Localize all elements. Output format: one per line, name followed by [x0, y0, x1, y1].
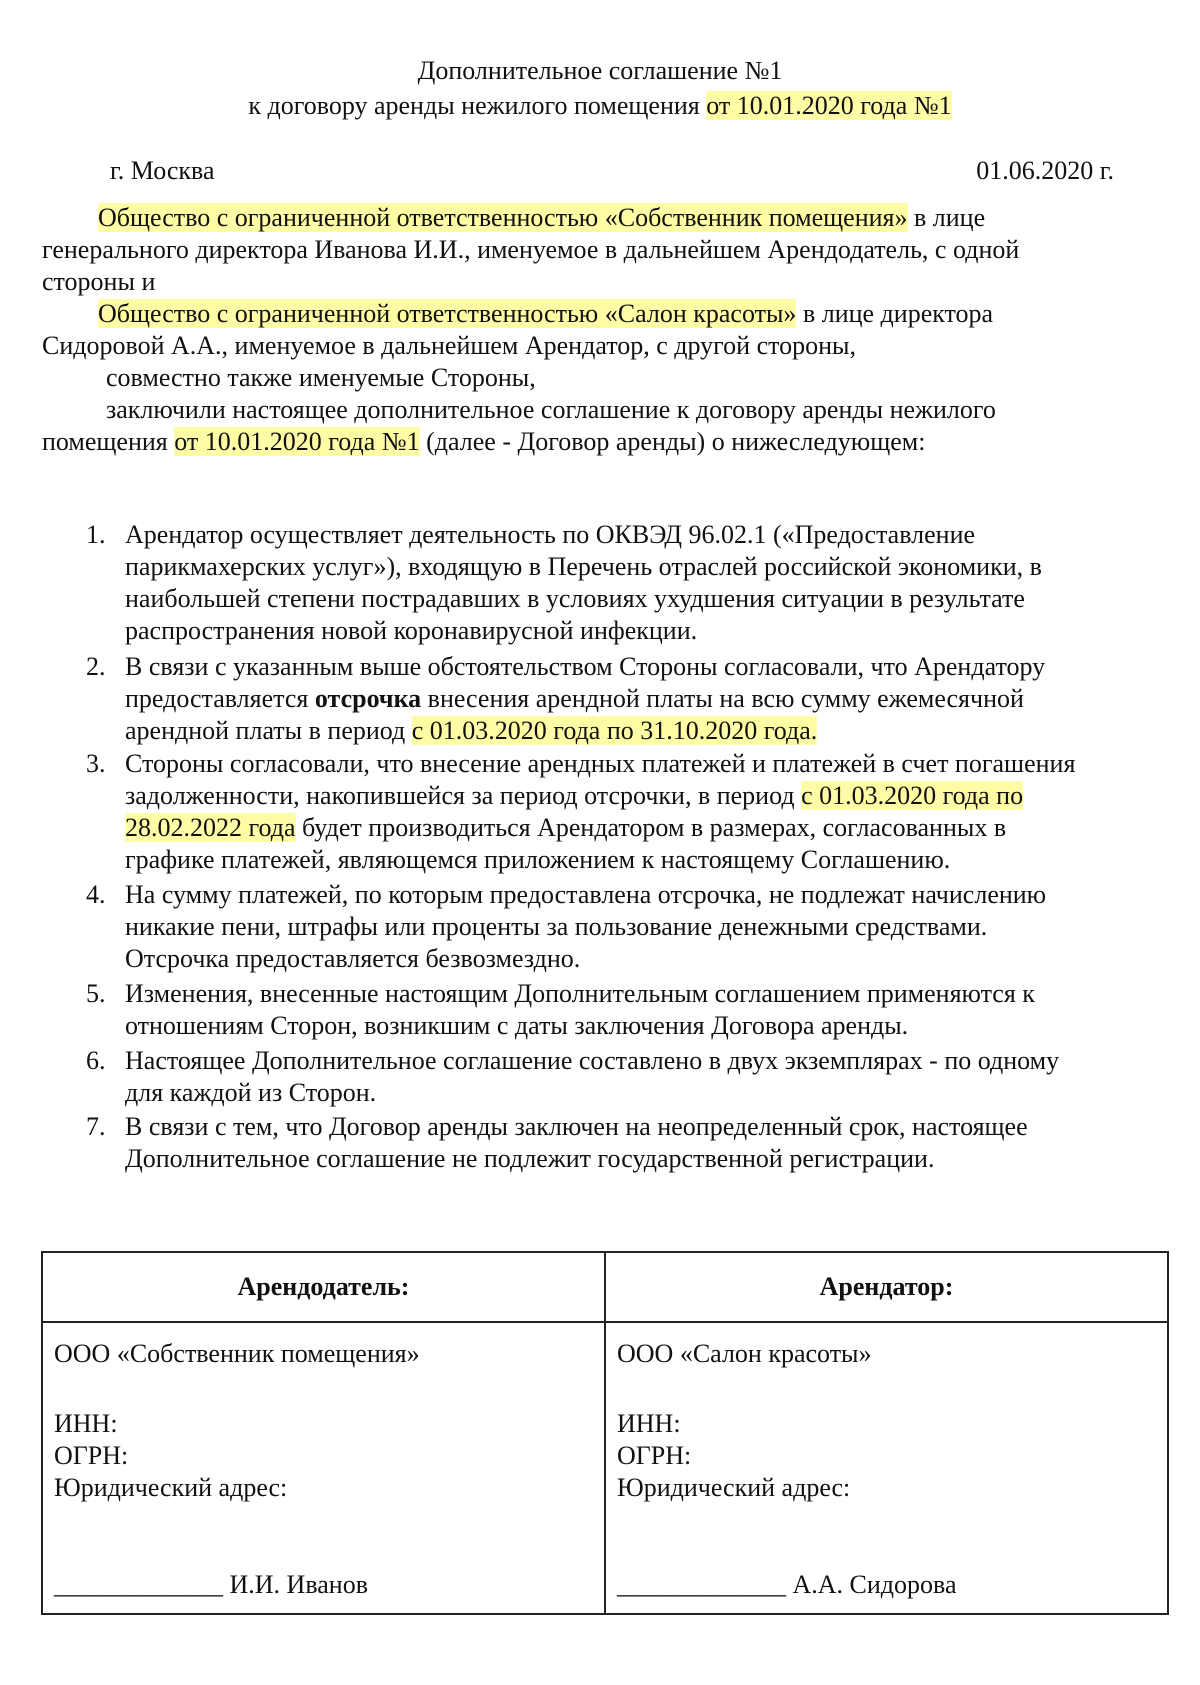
concluded-line2: [42, 425, 925, 458]
party1-name-highlight: Общество с ограниченной ответственностью «Собственник помещения»: [98, 203, 908, 232]
item-3-line: [125, 811, 1006, 844]
landlord-ogrn: ОГРН:: [54, 1441, 129, 1470]
concluded-date-highlight: от 10.01.2020 года №1: [174, 427, 420, 456]
landlord-org: ООО «Собственник помещения»: [54, 1339, 420, 1368]
signature-details-row: [42, 1322, 1168, 1614]
tenant-address: Юридический адрес:: [617, 1473, 851, 1502]
item-number: 7.: [86, 1112, 106, 1141]
landlord-signature-line: _____________ И.И. Иванов: [54, 1570, 368, 1599]
item-number: 3.: [86, 749, 106, 778]
item-3-text: будет производиться Арендатором в размерах, согласованных в: [295, 813, 1007, 842]
item-7-line: В связи с тем, что Договор аренды заключен на неопределенный срок, настоящее: [125, 1112, 1028, 1141]
item-4-line: никакие пени, штрафы или проценты за пользование денежными средствами.: [125, 912, 988, 941]
repayment-end-highlight: 28.02.2022 года: [125, 813, 296, 842]
item-6-line: для каждой из Сторон.: [125, 1078, 377, 1107]
tenant-ogrn: ОГРН:: [617, 1441, 692, 1470]
deferral-bold: отсрочка: [314, 684, 422, 713]
item-6-line: Настоящее Дополнительное соглашение составлено в двух экземплярах - по одному: [125, 1046, 1060, 1075]
tenant-inn: ИНН:: [617, 1409, 681, 1438]
item-4-line: На сумму платежей, по которым предоставлена отсрочка, не подлежат начислению: [125, 880, 1047, 909]
deferral-period-highlight: с 01.03.2020 года по 31.10.2020 года.: [411, 716, 818, 745]
item-3-line: графике платежей, являющемся приложением к настоящему Соглашению.: [125, 845, 951, 874]
document-title: Дополнительное соглашение №1: [417, 56, 783, 85]
item-1-line: распространения новой коронавирусной инфекции.: [125, 616, 698, 645]
concluded-line1: заключили настоящее дополнительное соглашение к договору аренды нежилого: [106, 395, 996, 424]
item-1-line: наибольшей степени пострадавших в условиях ухудшения ситуации в результате: [125, 584, 1025, 613]
signature-table: [41, 1251, 1169, 1615]
item-2-text: внесения арендной платы на всю сумму ежемесячной: [421, 684, 1024, 713]
contract-date-highlight: от 10.01.2020 года №1: [706, 91, 952, 120]
party1-text: в лице: [907, 203, 986, 232]
item-5-line: отношениям Сторон, возникшим с даты заключения Договора аренды.: [125, 1011, 909, 1040]
item-number: 4.: [86, 880, 106, 909]
landlord-cell: [42, 1322, 605, 1614]
item-2-text: предоставляется: [125, 684, 315, 713]
document-date: 01.06.2020 г.: [976, 156, 1114, 185]
city: г. Москва: [110, 156, 215, 185]
item-number: 1.: [86, 520, 106, 549]
item-3-text: задолженности, накопившейся за период отсрочки, в период: [125, 781, 802, 810]
party1-line3: стороны и: [42, 267, 156, 296]
item-2-line: В связи с указанным выше обстоятельством Стороны согласовали, что Арендатору: [125, 652, 1046, 681]
landlord-inn: ИНН:: [54, 1409, 118, 1438]
item-1-line: парикмахерских услуг»), входящую в Перечень отраслей российской экономики, в: [125, 552, 1042, 581]
item-2-line: [125, 714, 817, 747]
tenant-cell: [605, 1322, 1168, 1614]
party2-line2: Сидоровой А.А., именуемое в дальнейшем Арендатор, с другой стороны,: [42, 331, 857, 360]
item-number: 2.: [86, 652, 106, 681]
party1-line2: генерального директора Иванова И.И., именуемое в дальнейшем Арендодатель, с одной: [42, 235, 1020, 264]
tenant-header: Арендатор:: [605, 1252, 1168, 1322]
item-2-line: [125, 682, 1024, 715]
landlord-header: Арендодатель:: [42, 1252, 605, 1322]
party2-text: в лице директора: [796, 299, 994, 328]
item-number: 6.: [86, 1046, 106, 1075]
party1-line1: [98, 201, 985, 234]
item-5-line: Изменения, внесенные настоящим Дополнительным соглашением применяются к: [125, 979, 1035, 1008]
repayment-period-highlight: с 01.03.2020 года по: [801, 781, 1024, 810]
item-number: 5.: [86, 979, 106, 1008]
document-subtitle: [0, 89, 1200, 122]
signature-header-row: [42, 1252, 1168, 1322]
item-3-line: Стороны согласовали, что внесение арендных платежей и платежей в счет погашения: [125, 749, 1076, 778]
item-3-line: [125, 779, 1023, 812]
tenant-signature-line: _____________ А.А. Сидорова: [617, 1570, 957, 1599]
party2-line1: [98, 297, 993, 330]
subtitle-text: к договору аренды нежилого помещения: [248, 91, 707, 120]
tenant-org: ООО «Салон красоты»: [617, 1339, 872, 1368]
landlord-address: Юридический адрес:: [54, 1473, 288, 1502]
item-2-text: арендной платы в период: [125, 716, 412, 745]
concluded-prefix: помещения: [42, 427, 175, 456]
item-4-line: Отсрочка предоставляется безвозмездно.: [125, 944, 581, 973]
item-7-line: Дополнительное соглашение не подлежит государственной регистрации.: [125, 1144, 935, 1173]
jointly-line: совместно также именуемые Стороны,: [106, 363, 536, 392]
party2-name-highlight: Общество с ограниченной ответственностью «Салон красоты»: [98, 299, 797, 328]
concluded-rest: (далее - Договор аренды) о нижеследующем:: [419, 427, 926, 456]
item-1-line: Арендатор осуществляет деятельность по ОКВЭД 96.02.1 («Предоставление: [125, 520, 976, 549]
